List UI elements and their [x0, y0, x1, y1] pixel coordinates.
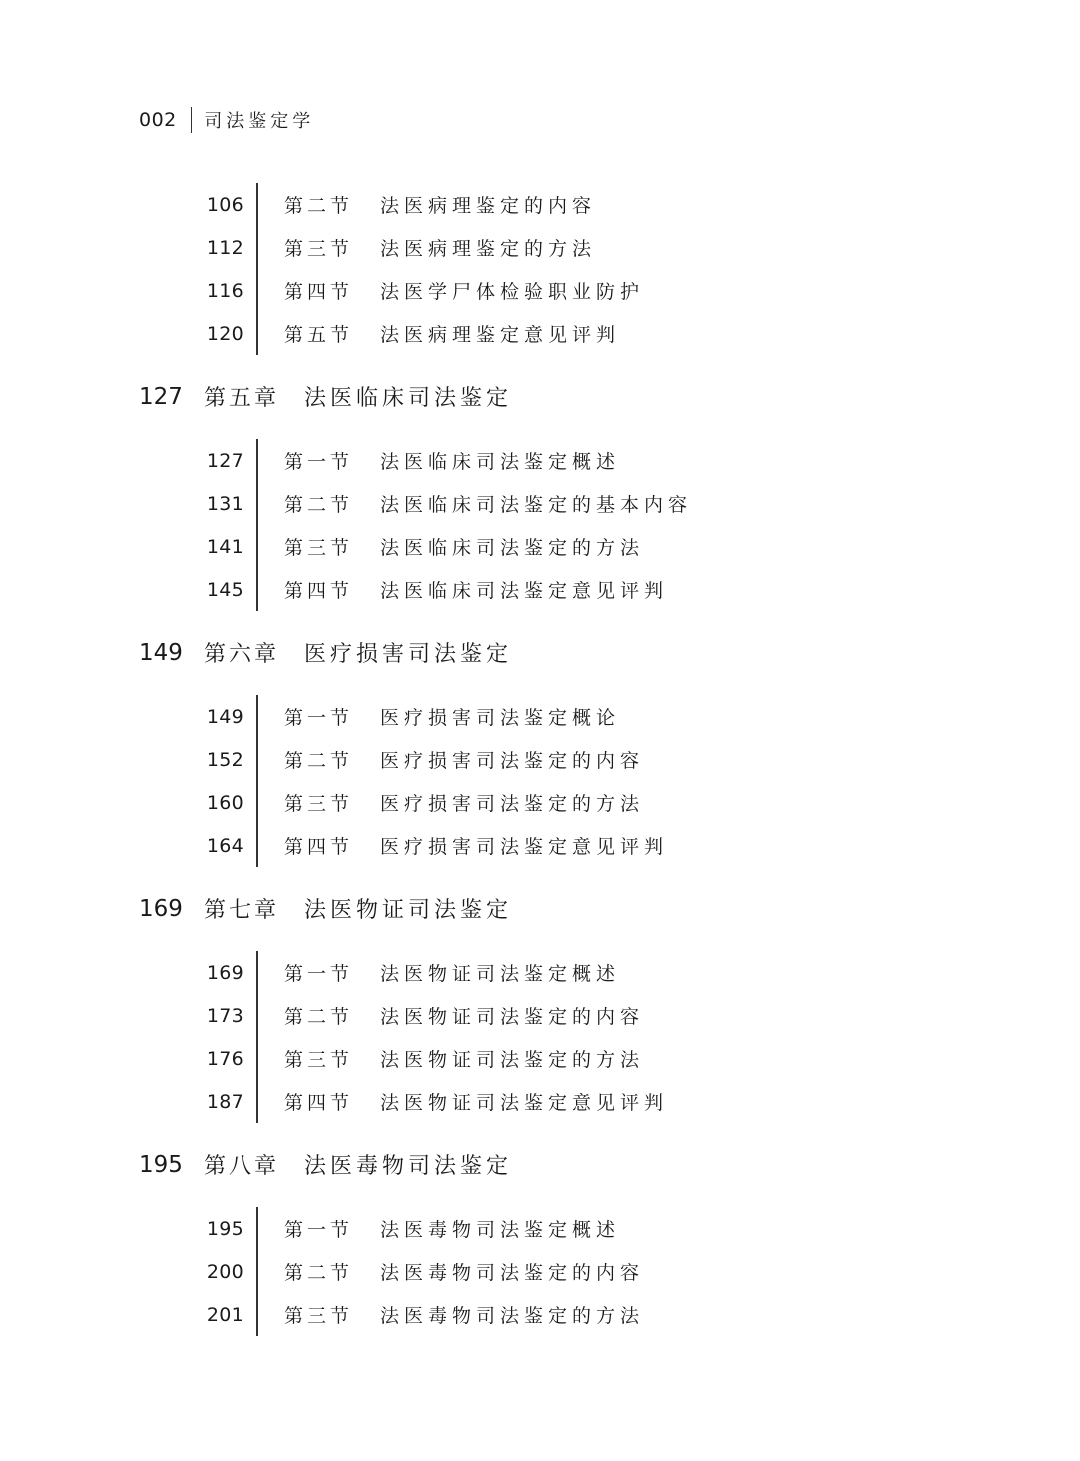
- section-label: 第三节: [284, 238, 354, 260]
- section-page-number: 152: [206, 748, 244, 771]
- section-entry: [206, 1207, 1080, 1250]
- section-label: 第五节: [284, 324, 354, 346]
- section-label: 第三节: [284, 537, 354, 559]
- section-title: 法医物证司法鉴定概述: [380, 963, 621, 985]
- section-title: 法医物证司法鉴定意见评判: [380, 1092, 669, 1114]
- section-title: 法医毒物司法鉴定的方法: [380, 1305, 645, 1327]
- section-entry: [206, 695, 1080, 738]
- section-title: 法医物证司法鉴定的方法: [380, 1049, 645, 1071]
- chapter-heading: [139, 887, 1080, 930]
- section-entry: [206, 781, 1080, 824]
- section-list: [206, 439, 1080, 611]
- chapter-heading: [139, 375, 1080, 418]
- section-label: 第一节: [284, 707, 354, 729]
- section-entry: [206, 568, 1080, 611]
- section-title: 法医临床司法鉴定概述: [380, 451, 621, 473]
- section-title: 法医病理鉴定的内容: [380, 195, 597, 217]
- section-page-number: 164: [206, 834, 244, 857]
- chapter-title: 法医物证司法鉴定: [304, 898, 513, 923]
- header-divider: [191, 107, 193, 133]
- section-page-number: 112: [206, 236, 244, 259]
- section-entry: [206, 1250, 1080, 1293]
- section-title: 法医临床司法鉴定意见评判: [380, 580, 669, 602]
- section-entry: [206, 312, 1080, 355]
- chapter-label: 第六章: [204, 642, 280, 667]
- book-title: 司法鉴定学: [204, 111, 315, 132]
- section-list: [206, 183, 1080, 355]
- section-page-number: 160: [206, 791, 244, 814]
- section-label: 第二节: [284, 1006, 354, 1028]
- section-title: 法医毒物司法鉴定的内容: [380, 1262, 645, 1284]
- section-entry: [206, 439, 1080, 482]
- section-list: [206, 1207, 1080, 1336]
- chapter-page-number: 169: [139, 895, 183, 922]
- section-list: [206, 951, 1080, 1123]
- section-page-number: 200: [206, 1260, 244, 1283]
- section-entry: [206, 738, 1080, 781]
- section-page-number: 201: [206, 1303, 244, 1326]
- section-label: 第三节: [284, 793, 354, 815]
- chapter-page-number: 127: [139, 383, 183, 410]
- chapter-title: 医疗损害司法鉴定: [304, 642, 513, 667]
- chapter-title: 法医临床司法鉴定: [304, 386, 513, 411]
- section-entry: [206, 226, 1080, 269]
- section-entry: [206, 994, 1080, 1037]
- chapter-page-number: 195: [139, 1151, 183, 1178]
- chapter-label: 第七章: [204, 898, 280, 923]
- section-title: 法医病理鉴定意见评判: [380, 324, 621, 346]
- section-label: 第三节: [284, 1305, 354, 1327]
- section-entry: [206, 183, 1080, 226]
- section-page-number: 141: [206, 535, 244, 558]
- section-page-number: 120: [206, 322, 244, 345]
- section-page-number: 131: [206, 492, 244, 515]
- section-label: 第二节: [284, 750, 354, 772]
- section-page-number: 145: [206, 578, 244, 601]
- section-title: 法医物证司法鉴定的内容: [380, 1006, 645, 1028]
- section-title: 法医临床司法鉴定的基本内容: [380, 494, 693, 516]
- section-page-number: 116: [206, 279, 244, 302]
- section-label: 第一节: [284, 451, 354, 473]
- chapter-label: 第八章: [204, 1154, 280, 1179]
- chapter-heading: [139, 631, 1080, 674]
- section-title: 法医临床司法鉴定的方法: [380, 537, 645, 559]
- section-label: 第二节: [284, 494, 354, 516]
- section-list: [206, 695, 1080, 867]
- section-label: 第三节: [284, 1049, 354, 1071]
- section-entry: [206, 824, 1080, 867]
- section-label: 第四节: [284, 836, 354, 858]
- section-page-number: 187: [206, 1090, 244, 1113]
- section-page-number: 176: [206, 1047, 244, 1070]
- section-title: 医疗损害司法鉴定意见评判: [380, 836, 669, 858]
- chapter-title: 法医毒物司法鉴定: [304, 1154, 513, 1179]
- chapter-page-number: 149: [139, 639, 183, 666]
- section-entry: [206, 525, 1080, 568]
- section-page-number: 106: [206, 193, 244, 216]
- section-entry: [206, 482, 1080, 525]
- section-title: 医疗损害司法鉴定概论: [380, 707, 621, 729]
- running-header: [139, 104, 314, 136]
- section-title: 法医毒物司法鉴定概述: [380, 1219, 621, 1241]
- section-title: 法医学尸体检验职业防护: [380, 281, 645, 303]
- section-entry: [206, 951, 1080, 994]
- page-number: 002: [139, 109, 177, 131]
- section-entry: [206, 1080, 1080, 1123]
- section-label: 第二节: [284, 1262, 354, 1284]
- section-page-number: 127: [206, 449, 244, 472]
- chapter-heading: [139, 1143, 1080, 1186]
- section-entry: [206, 1293, 1080, 1336]
- section-label: 第一节: [284, 1219, 354, 1241]
- section-label: 第四节: [284, 281, 354, 303]
- section-label: 第一节: [284, 963, 354, 985]
- table-of-contents: [0, 183, 1080, 1336]
- section-title: 医疗损害司法鉴定的内容: [380, 750, 645, 772]
- section-label: 第二节: [284, 195, 354, 217]
- section-title: 法医病理鉴定的方法: [380, 238, 597, 260]
- section-entry: [206, 269, 1080, 312]
- section-page-number: 149: [206, 705, 244, 728]
- section-page-number: 173: [206, 1004, 244, 1027]
- section-label: 第四节: [284, 1092, 354, 1114]
- chapter-label: 第五章: [204, 386, 280, 411]
- section-page-number: 169: [206, 961, 244, 984]
- section-title: 医疗损害司法鉴定的方法: [380, 793, 645, 815]
- section-label: 第四节: [284, 580, 354, 602]
- section-page-number: 195: [206, 1217, 244, 1240]
- section-entry: [206, 1037, 1080, 1080]
